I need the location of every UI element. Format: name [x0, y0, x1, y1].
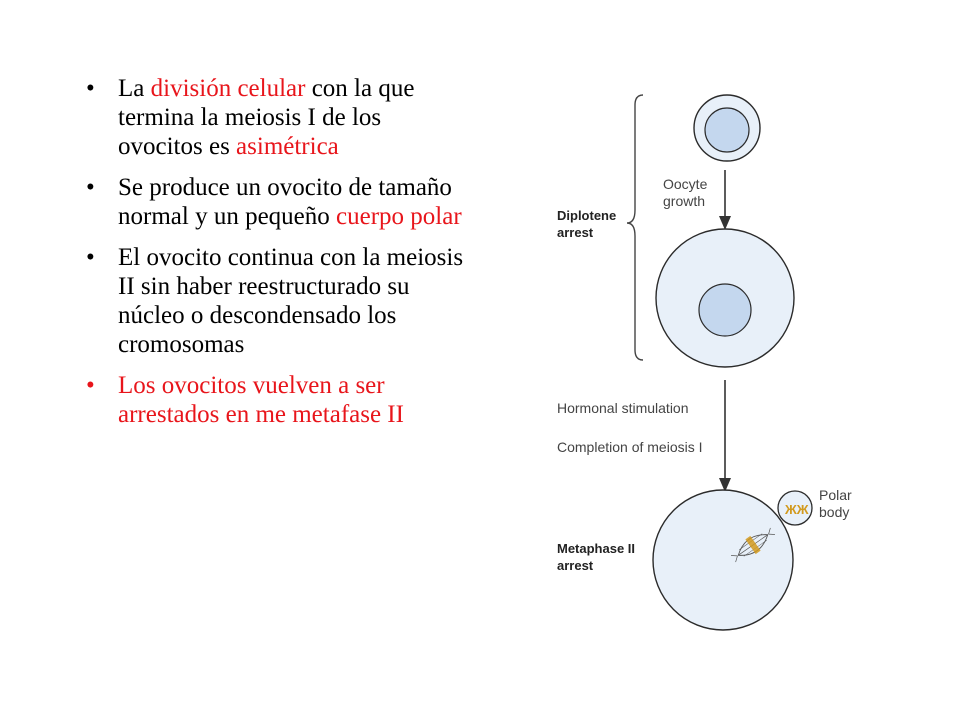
polar-body-label: Polar body — [819, 487, 852, 520]
oocyte-meiosis-diagram — [545, 80, 895, 640]
bullet-text-1 — [118, 75, 414, 160]
bullet-dot: • — [86, 244, 95, 271]
bullet-list — [80, 74, 470, 441]
metaphase-arrest-label: Metaphase II arrest — [557, 541, 636, 573]
bullet-item — [80, 74, 470, 161]
bullet-text-3 — [118, 244, 463, 358]
diplotene-arrest-label: Diplotene arrest — [557, 208, 617, 240]
bullet-highlight-text: asimétrica — [236, 133, 339, 160]
bullet-dot: • — [86, 372, 95, 399]
large-oocyte-nucleus — [699, 284, 751, 336]
svg-text:ЖЖ: ЖЖ — [785, 502, 809, 517]
diplotene-bracket — [627, 95, 643, 360]
bullet-plain-text: La — [118, 75, 151, 102]
completion-meiosis-label: Completion of meiosis I — [557, 439, 703, 455]
bullet-dot: • — [86, 174, 95, 201]
bullet-item — [80, 243, 470, 359]
hormonal-stimulation-label: Hormonal stimulation — [557, 400, 689, 416]
bullet-plain-text: El ovocito continua con la meiosis II sin haber reestructurado su núcleo o descondensado los cromosomas — [118, 244, 464, 358]
bullet-plain-text: Se produce un ovocito de tamaño normal y un pequeño — [118, 174, 452, 230]
bullet-dot: • — [86, 75, 95, 102]
bullet-highlight-text: división celular — [150, 75, 306, 102]
small-oocyte-nucleus — [705, 108, 749, 152]
polar-body-chromosomes — [784, 502, 809, 517]
oocyte-growth-label: Oocyte growth — [663, 176, 708, 209]
bullet-highlight-text: cuerpo polar — [336, 203, 462, 230]
bullet-text-2 — [118, 174, 462, 230]
metaphase-oocyte — [653, 490, 793, 630]
growth-arrowhead — [719, 216, 731, 230]
bullet-text-4 — [118, 372, 404, 428]
bullet-plain-text: con la que termina la meiosis I de los ovocitos es — [118, 75, 415, 160]
bullet-item — [80, 173, 470, 231]
bullet-highlight-text: Los ovocitos vuelven a ser arrestados en me metafase II — [118, 372, 404, 428]
bullet-item — [80, 371, 470, 429]
